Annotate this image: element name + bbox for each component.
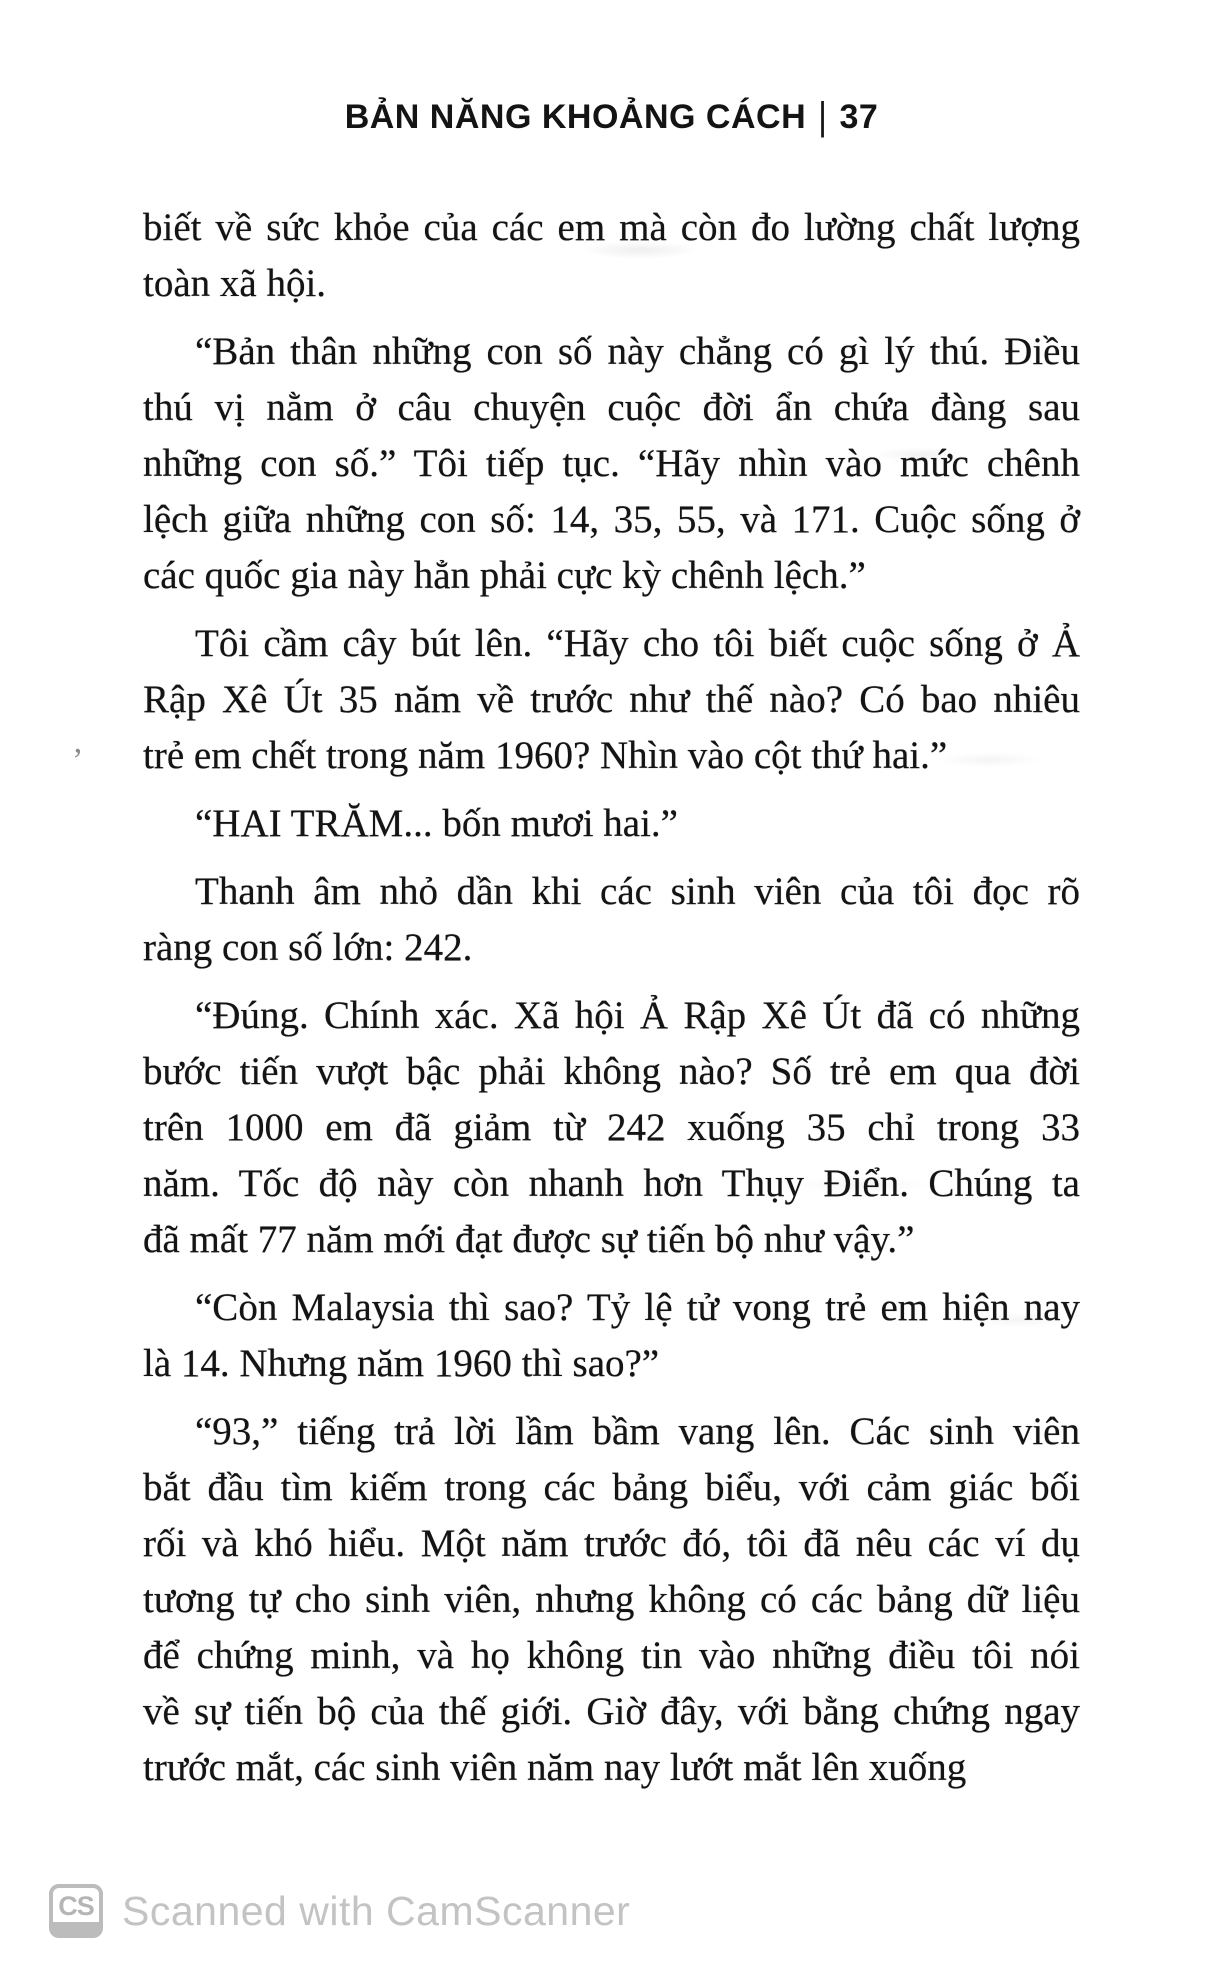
text-line: bước tiến vượt bậc phải không nào? Số trẻ em qua đời (143, 1050, 1080, 1093)
text-line: “Bản thân những con số này chẳng có gì lý thú. Điều (195, 330, 1080, 373)
text-line: các quốc gia này hẳn phải cực kỳ chênh lệch.” (143, 554, 866, 597)
camscanner-label: Scanned with CamScanner (122, 1887, 631, 1934)
page-number: 37 (839, 98, 879, 136)
camscanner-footer (49, 1884, 630, 1938)
paragraph (143, 796, 1080, 852)
running-title: BẢN NĂNG KHOẢNG CÁCH (344, 98, 807, 136)
text-line: ràng con số lớn: 242. (143, 926, 473, 969)
text-line: là 14. Nhưng năm 1960 thì sao?” (143, 1342, 660, 1385)
text-line: “HAI TRĂM... bốn mươi hai.” (195, 802, 678, 845)
text-line: năm. Tốc độ này còn nhanh hơn Thụy Điển. Chúng ta (143, 1162, 1080, 1205)
page-header (143, 95, 1080, 139)
camscanner-logo-bar (53, 1922, 99, 1934)
text-line: lệch giữa những con số: 14, 35, 55, và 171. Cuộc sống ở (143, 498, 1080, 541)
text-line: “93,” tiếng trả lời lầm bầm vang lên. Các sinh viên (195, 1410, 1080, 1453)
camscanner-logo-text: CS (58, 1890, 94, 1921)
text-line: toàn xã hội. (143, 262, 327, 305)
paragraph (143, 616, 1080, 784)
text-line: “Còn Malaysia thì sao? Tỷ lệ tử vong trẻ em hiện nay (195, 1286, 1080, 1329)
scan-artifact-mark: ’ (72, 742, 84, 779)
text-line: “Đúng. Chính xác. Xã hội Ả Rập Xê Út đã có những (195, 994, 1080, 1037)
text-line: trên 1000 em đã giảm từ 242 xuống 35 chỉ trong 33 (143, 1106, 1080, 1149)
text-line: trẻ em chết trong năm 1960? Nhìn vào cột thứ hai.” (143, 734, 948, 777)
paragraph (143, 1404, 1080, 1796)
header-separator: | (818, 95, 828, 139)
paragraph (143, 1280, 1080, 1392)
text-line: đã mất 77 năm mới đạt được sự tiến bộ như vậy.” (143, 1218, 915, 1261)
text-line: biết về sức khỏe của các em mà còn đo lường chất lượng (143, 206, 1080, 249)
text-line: bắt đầu tìm kiếm trong các bảng biểu, với cảm giác bối (143, 1466, 1080, 1509)
page-body (143, 200, 1080, 1796)
paragraph (143, 988, 1080, 1268)
text-line: Rập Xê Út 35 năm về trước như thế nào? Có bao nhiêu (143, 678, 1080, 721)
text-line: rối và khó hiểu. Một năm trước đó, tôi đã nêu các ví dụ (143, 1522, 1080, 1565)
paragraph (143, 200, 1080, 312)
camscanner-logo-icon (49, 1884, 103, 1938)
paragraph (143, 324, 1080, 604)
text-line: về sự tiến bộ của thế giới. Giờ đây, với bằng chứng ngay (143, 1690, 1080, 1733)
paragraph (143, 864, 1080, 976)
text-line: tương tự cho sinh viên, nhưng không có các bảng dữ liệu (143, 1578, 1080, 1621)
text-line: thú vị nằm ở câu chuyện cuộc đời ẩn chứa đàng sau (143, 386, 1080, 429)
text-line: để chứng minh, và họ không tin vào những điều tôi nói (143, 1634, 1080, 1677)
text-line: những con số.” Tôi tiếp tục. “Hãy nhìn vào mức chênh (143, 442, 1080, 485)
text-line: Thanh âm nhỏ dần khi các sinh viên của tôi đọc rõ (195, 870, 1080, 913)
text-line: Tôi cầm cây bút lên. “Hãy cho tôi biết cuộc sống ở Ả (195, 622, 1080, 665)
text-line: trước mắt, các sinh viên năm nay lướt mắt lên xuống (143, 1746, 967, 1789)
